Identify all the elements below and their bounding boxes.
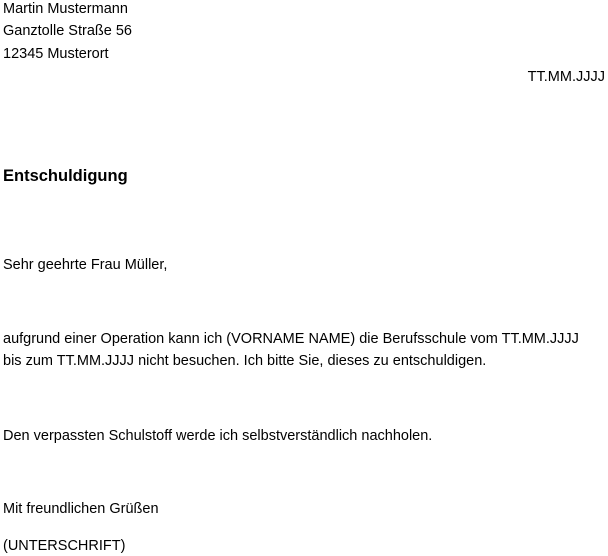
sender-name: Martin Mustermann	[3, 1, 128, 17]
signature-placeholder: (UNTERSCHRIFT)	[3, 538, 126, 554]
sender-city: 12345 Musterort	[3, 46, 109, 62]
body-line-1: aufgrund einer Operation kann ich (VORNAME NAME) die Berufsschule vom TT.MM.JJJJ	[3, 331, 579, 347]
letter-date: TT.MM.JJJJ	[527, 69, 605, 85]
letter-subject: Entschuldigung	[3, 167, 128, 185]
salutation: Sehr geehrte Frau Müller,	[3, 257, 168, 273]
body-line-3: Den verpassten Schulstoff werde ich selbstverständlich nachholen.	[3, 428, 433, 444]
closing-phrase: Mit freundlichen Grüßen	[3, 501, 159, 517]
sender-street: Ganztolle Straße 56	[3, 23, 132, 39]
body-line-2: bis zum TT.MM.JJJJ nicht besuchen. Ich bitte Sie, dieses zu entschuldigen.	[3, 353, 487, 369]
